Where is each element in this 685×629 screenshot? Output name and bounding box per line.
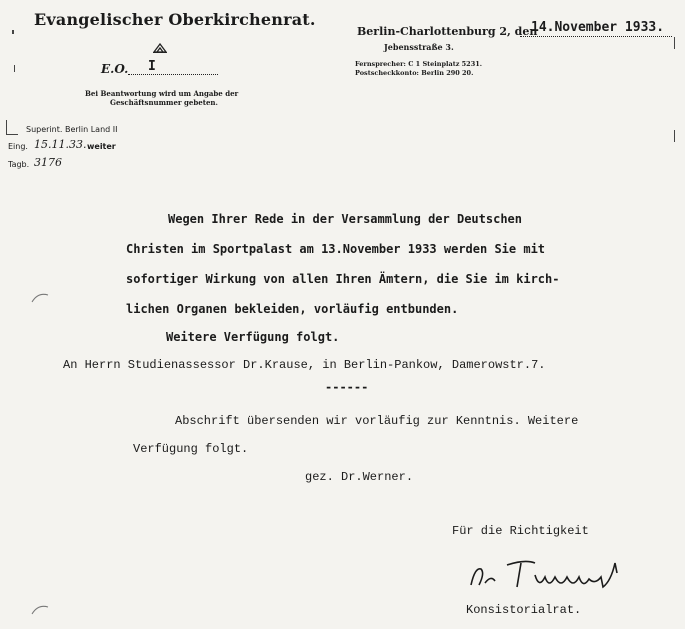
letter-date: 14.November 1933. xyxy=(531,20,665,35)
body-line-3: sofortiger Wirkung von allen Ihren Ämtern, die Sie im kirch- xyxy=(126,272,560,286)
stamp-tagb-label: Tagb. xyxy=(8,160,30,169)
certification-text: Für die Richtigkeit xyxy=(452,524,589,538)
phone-number: Fernsprecher: C 1 Steinplatz 5231. xyxy=(355,60,483,68)
street-address: Jebensstraße 3. xyxy=(384,42,454,52)
official-title: Konsistorialrat. xyxy=(466,603,582,617)
postal-account: Postscheckkonto: Berlin 290 20. xyxy=(355,69,474,77)
body-line-4: lichen Organen bekleiden, vorläufig entbunden. xyxy=(126,302,459,316)
punch-hole-mark-icon xyxy=(30,600,50,612)
body-line-1: Wegen Ihrer Rede in der Versammlung der Deutschen xyxy=(168,212,523,226)
stamp-eing-value: 15.11.33. xyxy=(34,138,87,151)
signed-by: gez. Dr.Werner. xyxy=(305,470,414,484)
eo-number: I xyxy=(148,59,156,74)
stamp-weiter: weiter xyxy=(87,142,116,151)
place-of-issue: Berlin-Charlottenburg 2, den xyxy=(357,25,538,38)
separator-dashes: ------ xyxy=(325,380,369,394)
copy-note-line-1: Abschrift übersenden wir vorläufig zur Kenntnis. Weitere xyxy=(175,414,579,428)
stamp-superintendent: Superint. Berlin Land II xyxy=(26,125,118,134)
stamp-tagb-value: 3176 xyxy=(34,156,62,169)
eo-label: E.O. xyxy=(101,62,129,76)
stamp-eing-label: Eing. xyxy=(8,142,28,151)
emblem-icon xyxy=(153,38,167,48)
reply-note-line1: Bei Beantwortung wird um Angabe der xyxy=(85,89,239,98)
reply-note-line2: Geschäftsnummer gebeten. xyxy=(110,98,218,107)
body-line-5: Weitere Verfügung folgt. xyxy=(166,330,340,344)
recipient-address: An Herrn Studienassessor Dr.Krause, in Berlin-Pankow, Damerowstr.7. xyxy=(63,358,546,372)
organization-name: Evangelischer Oberkirchenrat. xyxy=(34,10,316,29)
signature xyxy=(465,555,635,595)
copy-note-line-2: Verfügung folgt. xyxy=(133,442,249,456)
body-line-2: Christen im Sportpalast am 13.November 1933 werden Sie mit xyxy=(126,242,546,256)
punch-hole-mark-icon xyxy=(30,288,50,300)
